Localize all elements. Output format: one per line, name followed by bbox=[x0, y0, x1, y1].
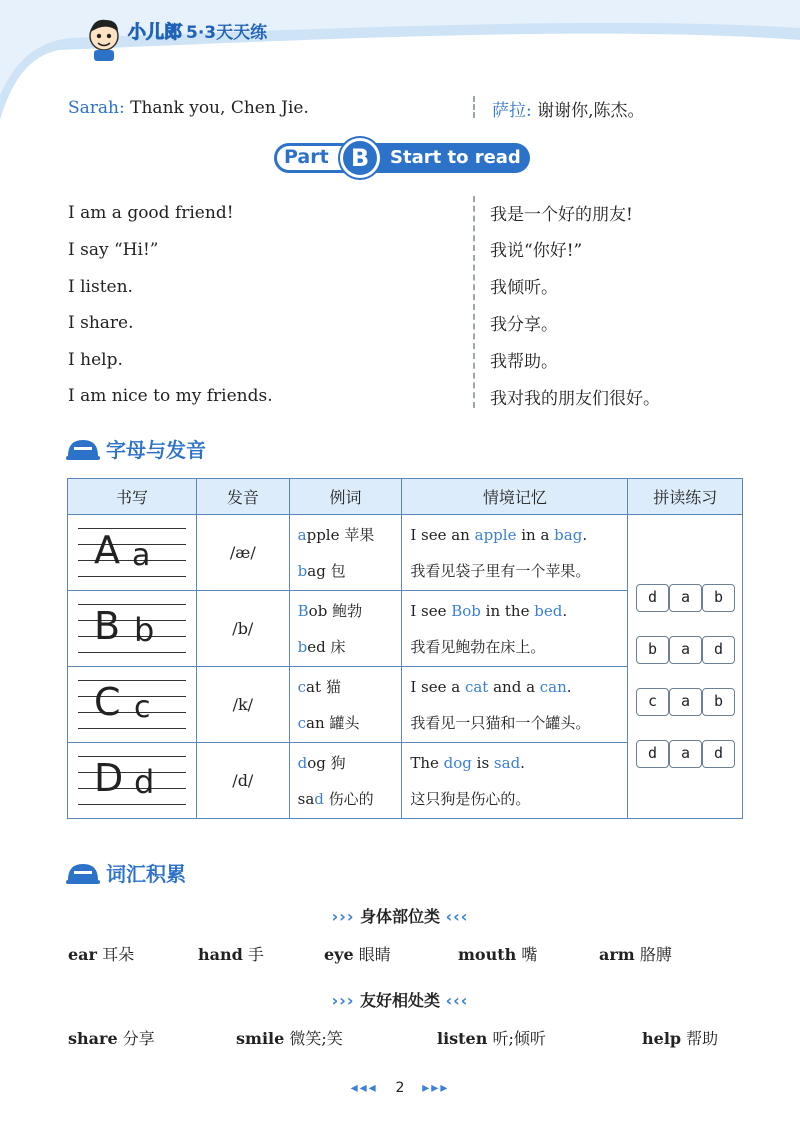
section-icon bbox=[66, 860, 100, 884]
col-header: 情境记忆 bbox=[402, 479, 628, 515]
sound-cell: /k/ bbox=[197, 667, 290, 743]
letter-upper: A bbox=[94, 527, 120, 572]
reading-cn-line: 我是一个好的朋友! bbox=[490, 205, 633, 225]
brand-series: 5·3天天练 bbox=[186, 23, 268, 43]
vocab-section-title: 词汇积累 bbox=[106, 862, 186, 886]
dialogue-line-en bbox=[68, 98, 309, 118]
part-title: Start to read bbox=[390, 147, 521, 168]
writing-cell bbox=[68, 515, 197, 591]
example-cell: cat 猫 can 罐头 bbox=[289, 667, 402, 743]
memory-cell: I see an apple in a bag. 我看见袋子里有一个苹果。 bbox=[402, 515, 628, 591]
spelling-puzzle: d a b bbox=[636, 584, 736, 612]
col-header: 例词 bbox=[289, 479, 402, 515]
col-header: 书写 bbox=[68, 479, 197, 515]
example-cell: apple 苹果 bag 包 bbox=[289, 515, 402, 591]
ruled-lines bbox=[78, 598, 186, 660]
divider bbox=[473, 96, 475, 118]
reading-divider bbox=[473, 196, 475, 408]
writing-cell bbox=[68, 743, 197, 819]
example-cell: dog 狗 sad 伤心的 bbox=[289, 743, 402, 819]
col-header: 拼读练习 bbox=[628, 479, 743, 515]
ruled-lines bbox=[78, 750, 186, 812]
vocab-section-heading bbox=[66, 858, 266, 888]
speaker-en: Sarah: bbox=[68, 98, 125, 118]
sound-cell: /b/ bbox=[197, 591, 290, 667]
spelling-cell bbox=[628, 515, 743, 819]
letters-section-heading bbox=[66, 434, 266, 464]
letter-lower: d bbox=[134, 762, 155, 801]
vocab-item: listen 听;倾听 bbox=[437, 1029, 546, 1048]
reading-en-line: I listen. bbox=[68, 277, 133, 297]
vocab-item: smile 微笑;笑 bbox=[236, 1029, 343, 1048]
example-cell: Bob 鲍勃 bed 床 bbox=[289, 591, 402, 667]
vocab-item: arm 胳膊 bbox=[599, 945, 672, 964]
letters-section-title: 字母与发音 bbox=[106, 438, 206, 462]
memory-cell: The dog is sad. 这只狗是伤心的。 bbox=[402, 743, 628, 819]
letter-upper: D bbox=[94, 755, 124, 800]
table-header-row bbox=[68, 479, 743, 515]
page-number: ◂◂◂ 2 ▸▸▸ bbox=[350, 1080, 450, 1096]
vocab-item: eye 眼睛 bbox=[324, 945, 391, 964]
part-label: Part bbox=[284, 146, 329, 168]
ruled-lines bbox=[78, 522, 186, 584]
vocab-item: mouth 嘴 bbox=[458, 945, 538, 964]
letter-lower: c bbox=[134, 689, 151, 725]
vocab-item: hand 手 bbox=[198, 945, 264, 964]
letter-upper: C bbox=[94, 679, 121, 724]
vocab-item: ear 耳朵 bbox=[68, 945, 135, 964]
reading-en-line: I help. bbox=[68, 350, 123, 370]
letter-lower: a bbox=[132, 537, 151, 573]
reading-cn-line: 我对我的朋友们很好。 bbox=[490, 389, 660, 409]
vocab-group-heading: ››› 友好相处类 ‹‹‹ bbox=[331, 991, 469, 1010]
reading-en-line: I share. bbox=[68, 313, 134, 333]
vocab-item: share 分享 bbox=[68, 1029, 155, 1048]
letter-lower: b bbox=[134, 610, 155, 649]
reading-cn-line: 我说“你好!” bbox=[490, 241, 583, 261]
table-row bbox=[68, 515, 743, 591]
reading-cn-line: 我帮助。 bbox=[490, 352, 558, 372]
dialogue-text-cn: 谢谢你,陈杰。 bbox=[537, 101, 645, 121]
spelling-puzzle: c a b bbox=[636, 688, 736, 716]
memory-cell: I see Bob in the bed. 我看见鲍勃在床上。 bbox=[402, 591, 628, 667]
memory-cell: I see a cat and a can. 我看见一只猫和一个罐头。 bbox=[402, 667, 628, 743]
vocab-group-heading: ››› 身体部位类 ‹‹‹ bbox=[331, 907, 469, 926]
ruled-lines bbox=[78, 674, 186, 736]
reading-en-line: I am a good friend! bbox=[68, 203, 234, 223]
spelling-puzzle: b a d bbox=[636, 636, 736, 664]
mascot-icon bbox=[84, 14, 124, 62]
reading-cn-line: 我倾听。 bbox=[490, 278, 558, 298]
dialogue-line-cn bbox=[492, 96, 645, 121]
writing-cell bbox=[68, 667, 197, 743]
dialogue-text-en: Thank you, Chen Jie. bbox=[130, 98, 309, 118]
brand-title bbox=[128, 18, 267, 44]
reading-cn-line: 我分享。 bbox=[490, 315, 558, 335]
reading-en-line: I say “Hi!” bbox=[68, 240, 159, 260]
part-b-badge bbox=[274, 140, 530, 176]
part-letter: B bbox=[340, 138, 380, 178]
sound-cell: /d/ bbox=[197, 743, 290, 819]
letter-upper: B bbox=[94, 603, 121, 648]
sound-cell: /æ/ bbox=[197, 515, 290, 591]
reading-en-line: I am nice to my friends. bbox=[68, 386, 273, 406]
section-icon bbox=[66, 436, 100, 460]
col-header: 发音 bbox=[197, 479, 290, 515]
vocab-item: help 帮助 bbox=[642, 1029, 719, 1048]
writing-cell bbox=[68, 591, 197, 667]
brand-name: 小儿郎 bbox=[128, 22, 182, 43]
spelling-puzzle: d a d bbox=[636, 740, 736, 768]
speaker-cn: 萨拉: bbox=[492, 101, 532, 121]
